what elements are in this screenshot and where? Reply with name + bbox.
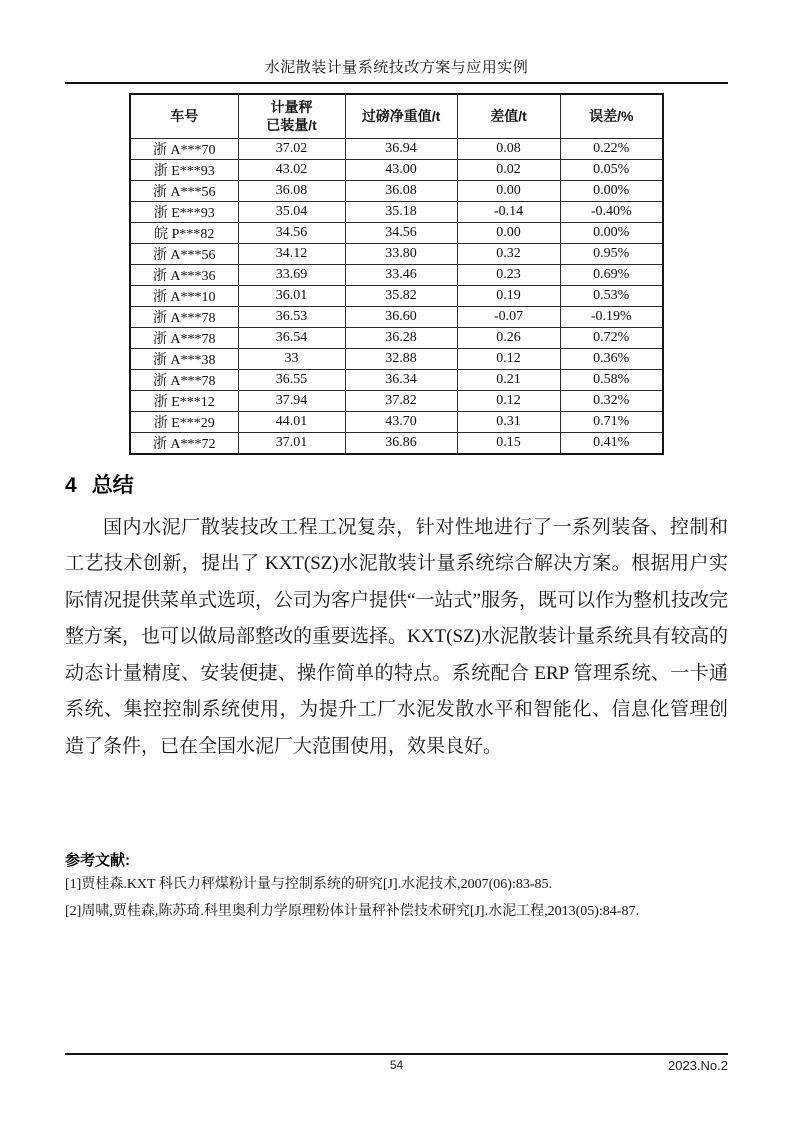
cell-net: 35.82 (345, 285, 457, 306)
table-row (130, 369, 663, 390)
cell-diff: 0.12 (457, 348, 560, 369)
cell-loaded: 37.94 (238, 390, 345, 411)
section-title: 总结 (91, 473, 134, 497)
table-row (130, 285, 663, 306)
cell-vehicle: 浙 A***78 (130, 369, 238, 390)
table-row (130, 201, 663, 222)
cell-diff: 0.23 (457, 264, 560, 285)
cell-diff: 0.00 (457, 222, 560, 243)
reference-item: [2]周啸,贾桂森,陈苏琦.科里奥利力学原理粉体计量秤补偿技术研究[J].水泥工程,2013(05):84-87. (65, 904, 639, 919)
cell-diff: 0.00 (457, 180, 560, 201)
cell-vehicle: 浙 A***56 (130, 243, 238, 264)
cell-vehicle: 浙 E***93 (130, 201, 238, 222)
cell-diff: 0.19 (457, 285, 560, 306)
references-title: 参考文献: (65, 852, 130, 869)
cell-error: 0.00% (560, 180, 663, 201)
cell-net: 36.60 (345, 306, 457, 327)
cell-diff: 0.32 (457, 243, 560, 264)
cell-error: 0.32% (560, 390, 663, 411)
cell-error: -0.19% (560, 306, 663, 327)
header-cell-net-weight: 过磅净重值/t (345, 94, 457, 138)
cell-diff: 0.31 (457, 411, 560, 432)
table-row (130, 411, 663, 432)
cell-diff: 0.26 (457, 327, 560, 348)
cell-diff: 0.08 (457, 138, 560, 159)
table-body (130, 138, 663, 454)
cell-vehicle: 浙 A***38 (130, 348, 238, 369)
footer-page-number: 54 (389, 1058, 404, 1072)
cell-error: 0.71% (560, 411, 663, 432)
table-row (130, 348, 663, 369)
cell-loaded: 37.01 (238, 432, 345, 454)
cell-error: 0.69% (560, 264, 663, 285)
table-row (130, 390, 663, 411)
cell-vehicle: 浙 E***12 (130, 390, 238, 411)
cell-net: 43.00 (345, 159, 457, 180)
cell-net: 35.18 (345, 201, 457, 222)
cell-error: 0.72% (560, 327, 663, 348)
page-content (65, 0, 728, 924)
cell-net: 36.34 (345, 369, 457, 390)
page-footer (65, 1053, 728, 1077)
cell-loaded: 36.01 (238, 285, 345, 306)
table-row (130, 327, 663, 348)
header-loaded-line2: 已装量/t (266, 117, 317, 134)
header-rule (65, 82, 728, 84)
cell-loaded: 34.12 (238, 243, 345, 264)
cell-diff: 0.15 (457, 432, 560, 454)
cell-net: 36.86 (345, 432, 457, 454)
cell-diff: 0.21 (457, 369, 560, 390)
cell-error: 0.41% (560, 432, 663, 454)
table-row (130, 306, 663, 327)
cell-net: 36.08 (345, 180, 457, 201)
cell-vehicle: 浙 A***78 (130, 327, 238, 348)
cell-diff: -0.14 (457, 201, 560, 222)
cell-error: 0.58% (560, 369, 663, 390)
measurement-table (129, 93, 664, 455)
cell-net: 33.80 (345, 243, 457, 264)
cell-loaded: 36.55 (238, 369, 345, 390)
cell-vehicle: 浙 E***29 (130, 411, 238, 432)
running-title: 水泥散装计量系统技改方案与应用实例 (264, 60, 529, 76)
cell-vehicle: 浙 A***10 (130, 285, 238, 306)
cell-net: 36.94 (345, 138, 457, 159)
cell-error: 0.53% (560, 285, 663, 306)
cell-error: 0.36% (560, 348, 663, 369)
cell-error: 0.00% (560, 222, 663, 243)
cell-loaded: 36.54 (238, 327, 345, 348)
table-row (130, 138, 663, 159)
footer-issue-label: 2023.No.2 (668, 1058, 728, 1073)
table-row (130, 432, 663, 454)
cell-vehicle: 浙 A***72 (130, 432, 238, 454)
cell-diff: 0.02 (457, 159, 560, 180)
table-row (130, 222, 663, 243)
cell-net: 33.46 (345, 264, 457, 285)
cell-error: 0.05% (560, 159, 663, 180)
header-cell-vehicle: 车号 (130, 94, 238, 138)
cell-error: 0.22% (560, 138, 663, 159)
table-row (130, 243, 663, 264)
cell-loaded: 43.02 (238, 159, 345, 180)
cell-loaded: 34.56 (238, 222, 345, 243)
table-header-row (130, 94, 663, 138)
summary-paragraph: 国内水泥厂散装技改工程工况复杂，针对性地进行了一系列装备、控制和工艺技术创新，提出了 KXT(SZ)水泥散装计量系统综合解决方案。根据用户实际情况提供菜单式选项，公司为客户提供“一站式”服务，既可以作为整机技改完整方案，也可以做局部整改的重要选择。KXT(SZ)水泥散装计量系统具有较高的动态计量精度、安装便捷、操作简单的特点。系统配合 ERP 管理系统、一卡通系统、集控控制系统使用，为提升工厂水泥发散水平和智能化、信息化管理创造了条件，已在全国水泥厂大范围使用，效果良好。 (65, 516, 728, 757)
table-head (130, 94, 663, 138)
header-loaded-line1: 计量秤 (270, 99, 313, 116)
cell-net: 36.28 (345, 327, 457, 348)
cell-net: 43.70 (345, 411, 457, 432)
table-row (130, 180, 663, 201)
cell-vehicle: 浙 A***56 (130, 180, 238, 201)
cell-net: 34.56 (345, 222, 457, 243)
header-cell-loaded (238, 94, 345, 138)
cell-diff: -0.07 (457, 306, 560, 327)
cell-error: 0.95% (560, 243, 663, 264)
section-number: 4 (65, 473, 77, 497)
table-row (130, 159, 663, 180)
cell-loaded: 44.01 (238, 411, 345, 432)
cell-loaded: 33.69 (238, 264, 345, 285)
references-section (65, 849, 728, 924)
cell-loaded: 36.53 (238, 306, 345, 327)
cell-net: 37.82 (345, 390, 457, 411)
header-cell-error: 误差/% (560, 94, 663, 138)
cell-loaded: 36.08 (238, 180, 345, 201)
cell-vehicle: 浙 A***36 (130, 264, 238, 285)
table-row (130, 264, 663, 285)
section-heading (65, 469, 728, 499)
cell-error: -0.40% (560, 201, 663, 222)
header-cell-difference: 差值/t (457, 94, 560, 138)
cell-vehicle: 浙 A***70 (130, 138, 238, 159)
cell-vehicle: 浙 E***93 (130, 159, 238, 180)
reference-item: [1]贾桂森.KXT 科氏力秤煤粉计量与控制系统的研究[J].水泥技术,2007(06):83-85. (65, 877, 552, 892)
cell-vehicle: 浙 A***78 (130, 306, 238, 327)
cell-loaded: 35.04 (238, 201, 345, 222)
cell-diff: 0.12 (457, 390, 560, 411)
cell-net: 32.88 (345, 348, 457, 369)
cell-vehicle: 皖 P***82 (130, 222, 238, 243)
cell-loaded: 37.02 (238, 138, 345, 159)
cell-loaded: 33 (238, 348, 345, 369)
